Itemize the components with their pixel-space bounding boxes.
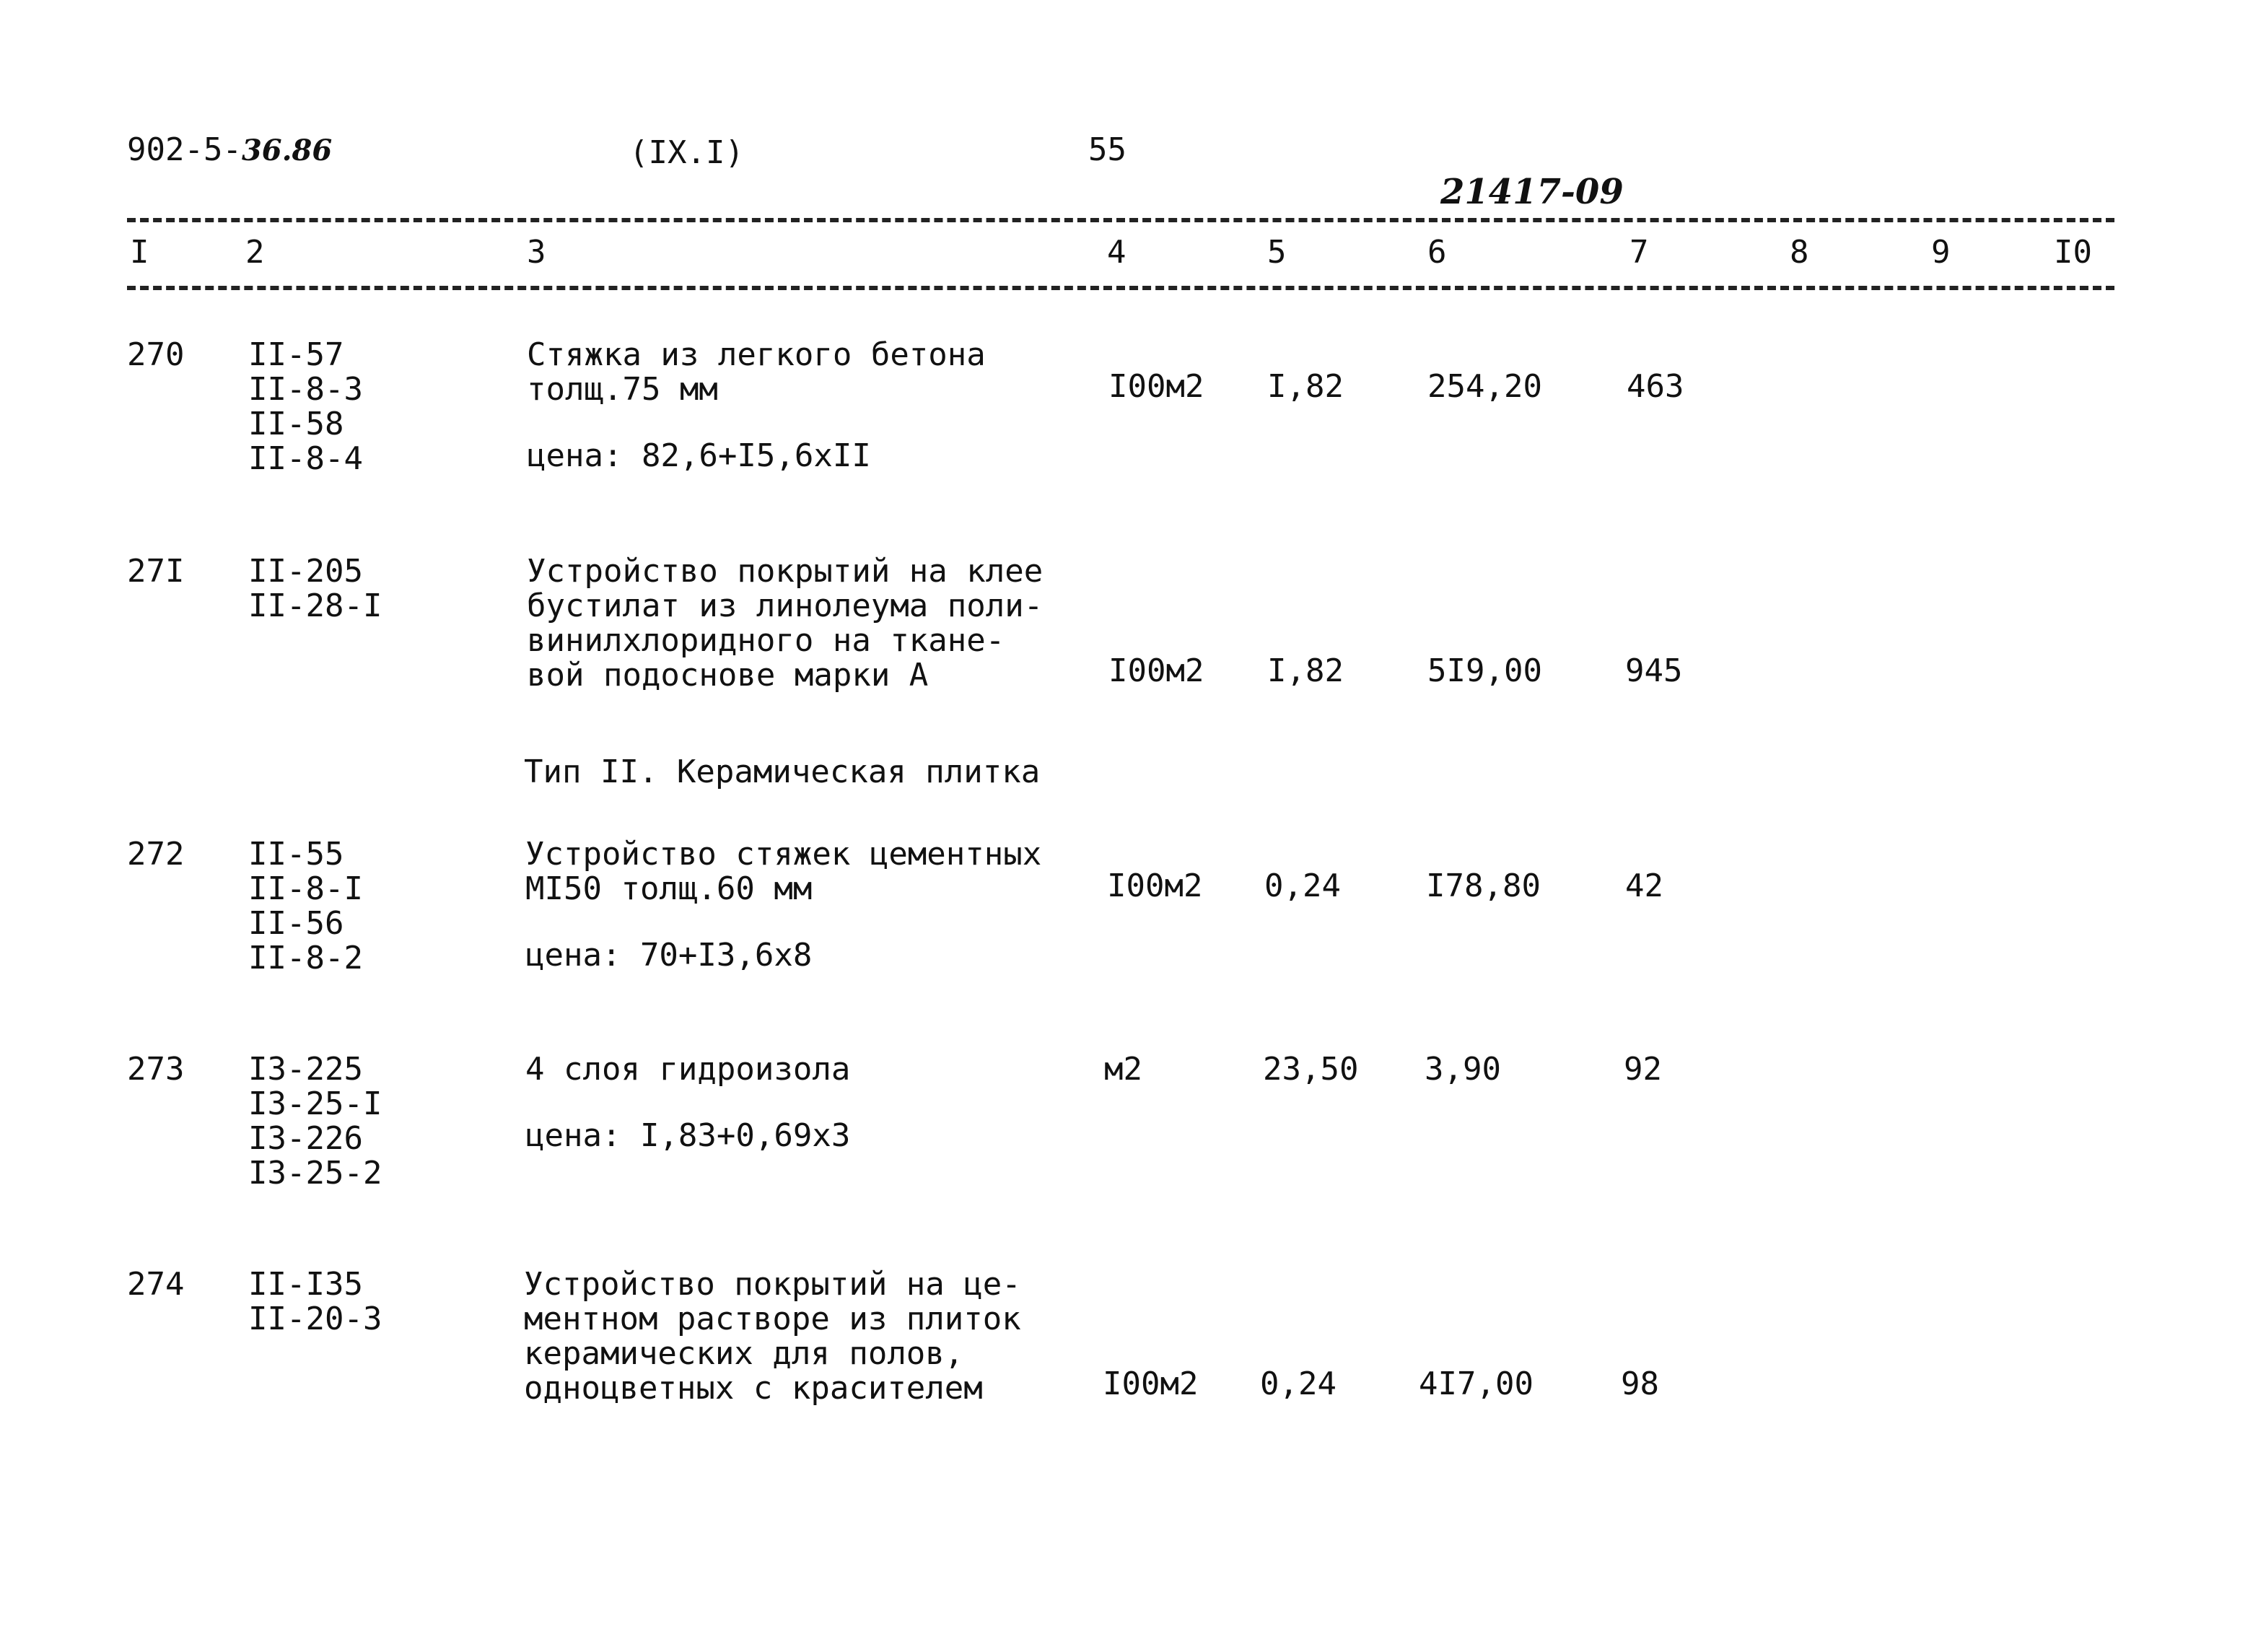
doc-code [127,131,333,168]
row-total: 92 [1624,1051,1662,1088]
row-description [524,1266,1021,1407]
column-header-2: 2 [245,234,265,271]
code-line: II-28-I [248,587,382,624]
code-line: I3-226 [248,1120,363,1157]
row-unit: м2 [1104,1051,1142,1088]
column-header-5: 5 [1267,234,1287,271]
page-number: 55 [1088,131,1126,168]
row-description [525,836,1042,908]
row-total: 463 [1627,368,1684,405]
row-unit-cost: 3,90 [1425,1051,1501,1088]
row-unit: I00м2 [1108,652,1204,689]
code-line: II-56 [248,905,344,942]
row-quantity: I,82 [1267,368,1344,405]
code-line: I3-25-2 [248,1155,382,1192]
column-header-9: 9 [1931,234,1951,271]
description-line: Устройство покрытий на клее [527,553,1044,590]
code-line: II-8-I [248,870,363,907]
description-line: MI50 толщ.60 мм [525,870,813,907]
description-line: одноцветных с красителем [524,1370,983,1407]
code-line: I3-25-I [248,1085,382,1122]
column-header-3: 3 [527,234,546,271]
description-line: бустилат из линолеума поли- [527,587,1044,624]
row-unit-cost: I78,80 [1426,867,1541,904]
row-codes [248,553,382,625]
row-price-formula: цена: 70+I3,6x8 [525,937,813,974]
code-line: II-58 [248,406,344,442]
section-code: (IX.I) [629,134,744,171]
row-codes [248,1051,382,1192]
column-header-4: 4 [1107,234,1126,271]
row-quantity: I,82 [1267,652,1344,689]
row-codes [248,836,363,977]
archive-stamp: 21417-09 [1440,172,1624,212]
column-header-10: I0 [2054,234,2092,271]
row-price-formula: цена: I,83+0,69x3 [525,1117,851,1154]
description-line: 4 слоя гидроизола [525,1051,851,1088]
description-line: Устройство покрытий на це- [524,1266,1021,1303]
row-quantity: 0,24 [1260,1365,1337,1402]
code-line: II-57 [248,336,344,373]
column-header-8: 8 [1790,234,1809,271]
description-line: Устройство стяжек цементных [525,836,1042,873]
row-description [527,336,986,408]
code-line: I3-225 [248,1051,363,1088]
column-header-7: 7 [1629,234,1649,271]
row-description [525,1051,851,1088]
row-unit: I00м2 [1107,867,1203,904]
doc-code-handwritten: 36.86 [241,134,333,167]
row-unit-cost: 5I9,00 [1427,652,1542,689]
description-line: толщ.75 мм [527,371,718,408]
row-quantity: 23,50 [1263,1051,1359,1088]
row-price-formula: цена: 82,6+I5,6xII [527,437,871,474]
row-unit: I00м2 [1108,368,1204,405]
row-quantity: 0,24 [1264,867,1341,904]
row-number: 273 [127,1051,185,1088]
column-header-6: 6 [1427,234,1447,271]
row-total: 945 [1625,652,1683,689]
header-rule-top [127,218,2114,222]
section-title: Тип II. Керамическая плитка [524,753,1041,790]
row-number: 272 [127,836,185,873]
row-codes [248,336,363,478]
row-codes [248,1266,382,1338]
code-line: II-8-2 [248,940,363,976]
row-total: 98 [1621,1365,1659,1402]
column-header-1: I [130,234,149,271]
code-line: II-I35 [248,1266,363,1303]
description-line: винилхлоридного на ткане- [527,622,1005,659]
code-line: II-205 [248,553,363,590]
code-line: II-20-3 [248,1301,382,1337]
description-line: ментном растворе из плиток [524,1301,1021,1337]
row-number: 270 [127,336,185,373]
row-unit-cost: 254,20 [1427,368,1542,405]
row-total: 42 [1625,867,1663,904]
row-unit: I00м2 [1103,1365,1199,1402]
description-line: Стяжка из легкого бетона [527,336,986,373]
code-line: II-8-4 [248,440,363,477]
row-number: 27I [127,553,185,590]
row-number: 274 [127,1266,185,1303]
description-line: вой подоснове марки А [527,657,929,694]
description-line: керамических для полов, [524,1335,964,1372]
doc-code-prefix: 902-5- [127,131,242,168]
row-description [527,553,1044,694]
header-rule-bottom [127,286,2114,290]
code-line: II-8-3 [248,371,363,408]
code-line: II-55 [248,836,344,873]
row-unit-cost: 4I7,00 [1419,1365,1534,1402]
